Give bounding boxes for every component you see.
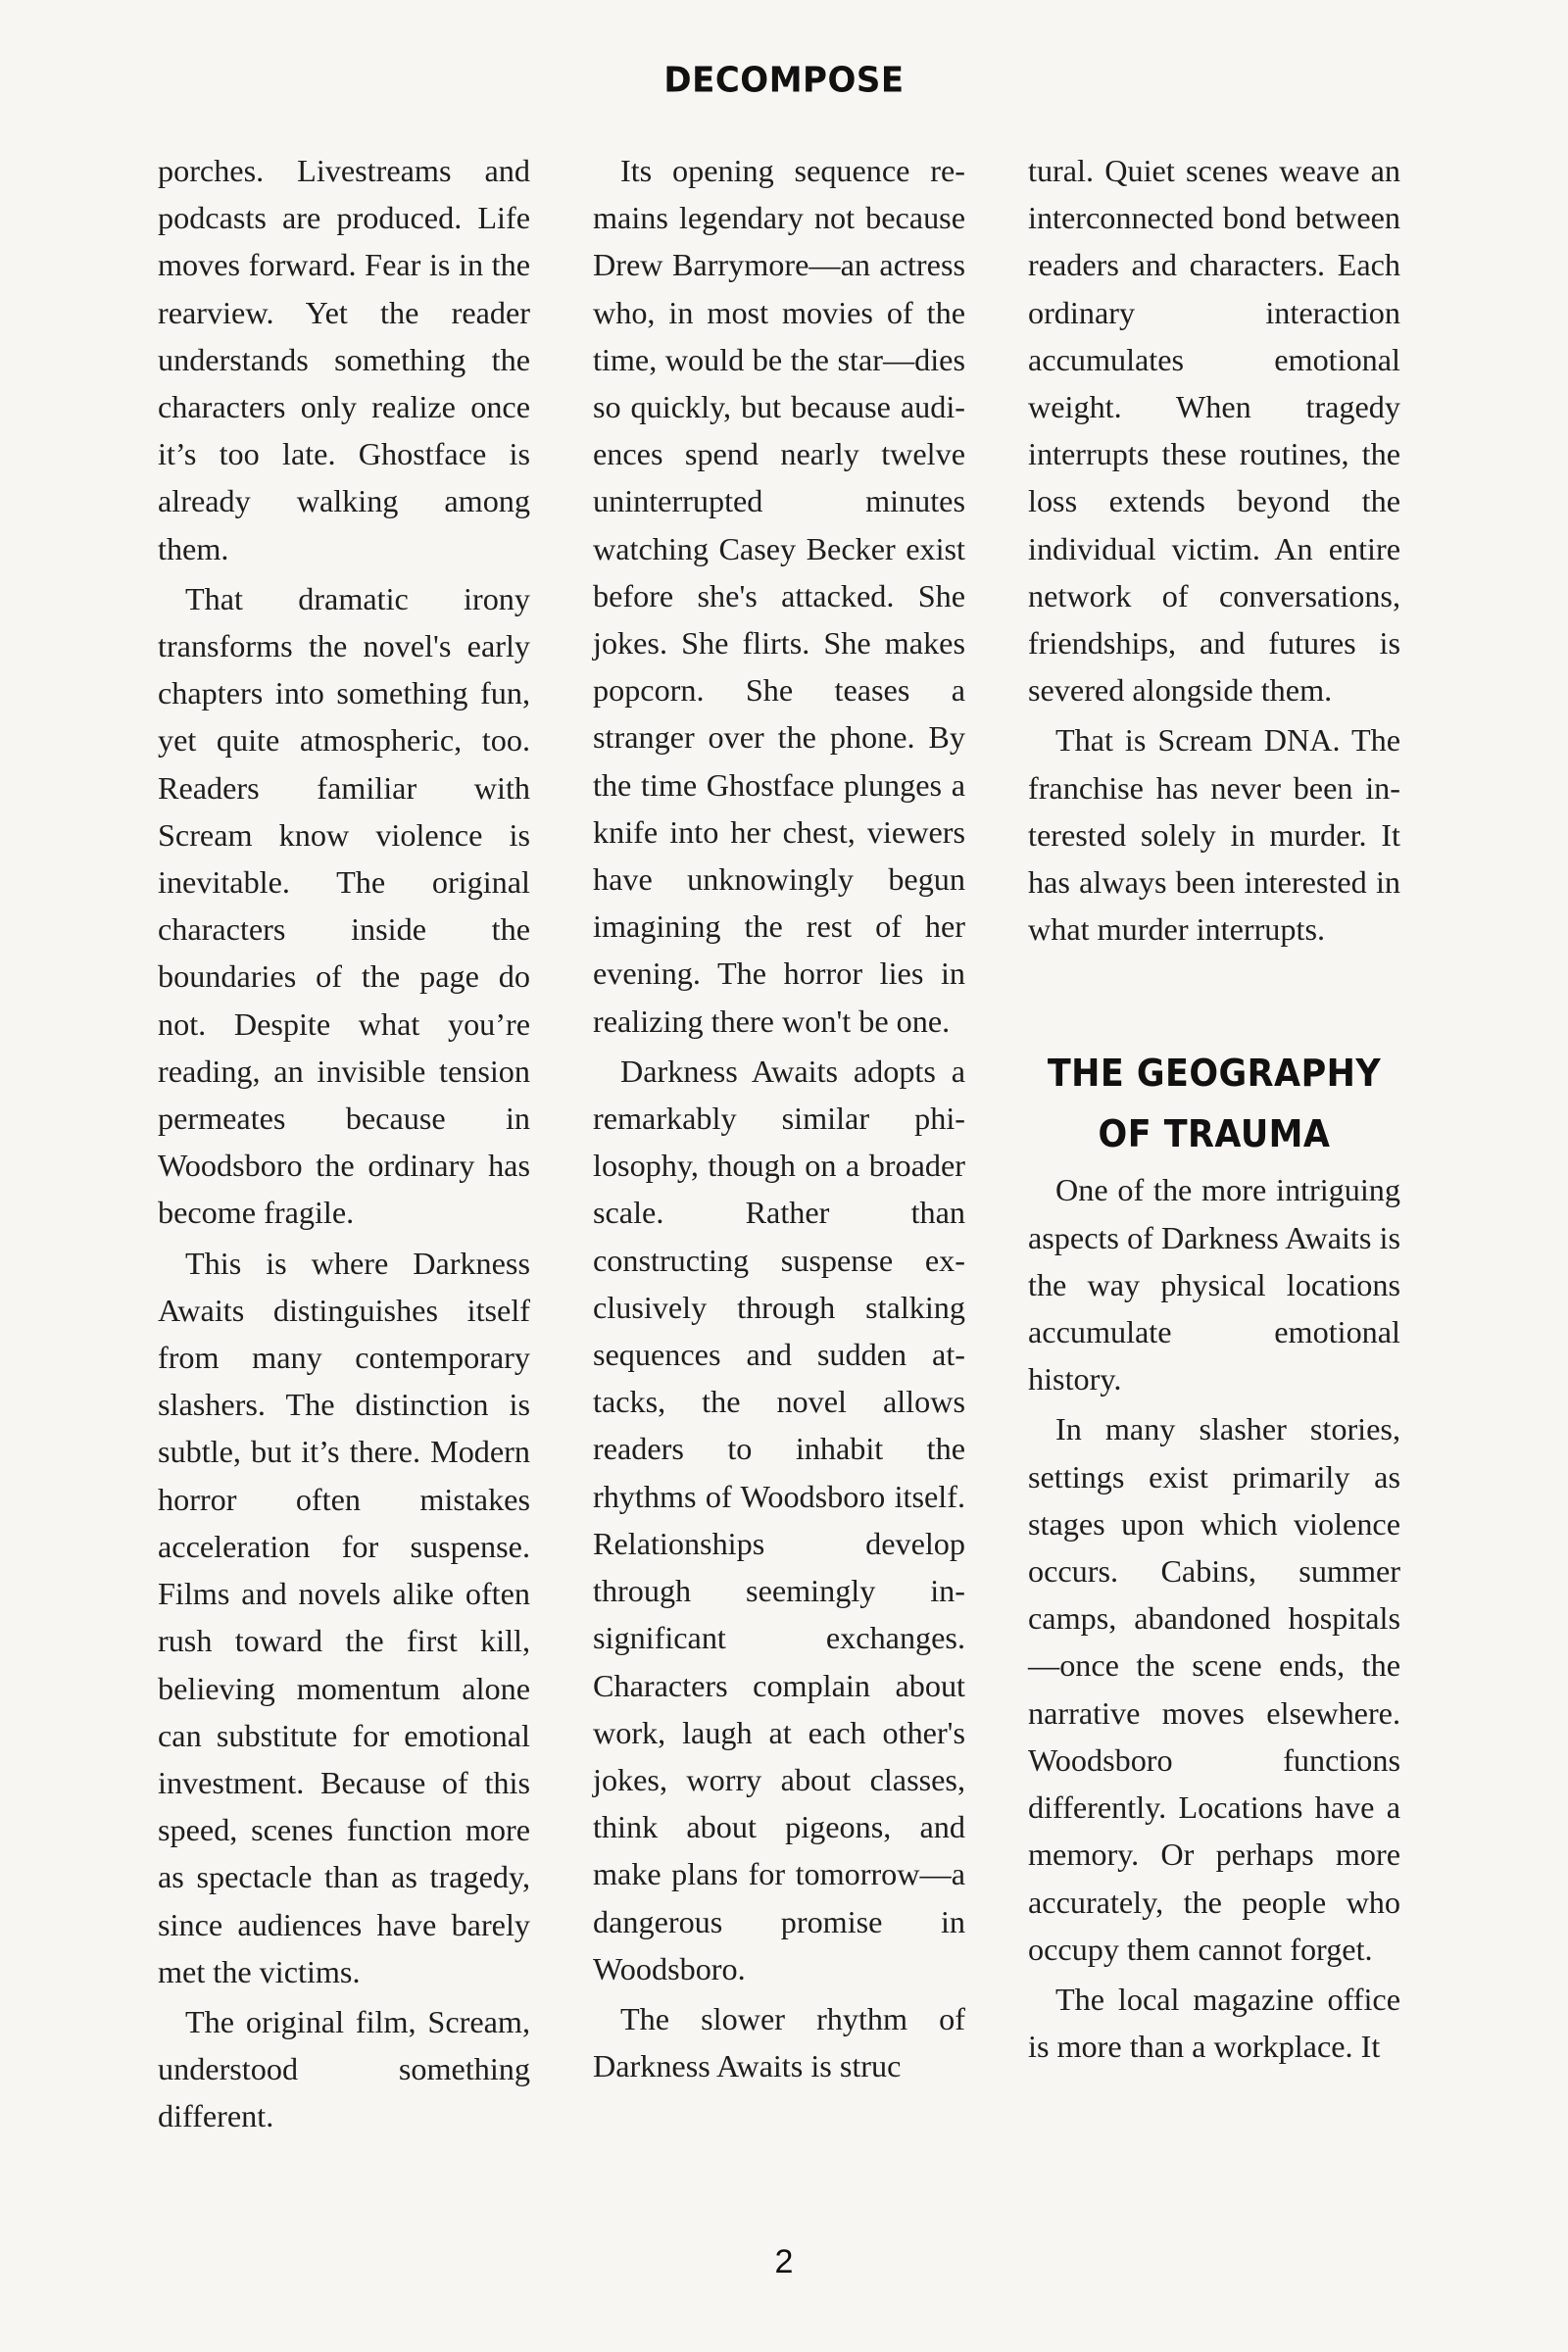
paragraph: tural. Quiet scenes weave an interconnected bond between readers and characters. Each ordinary interaction accumulates emotional weight. When tragedy interrupts these routines, the loss extends beyond the individual victim. An entire network of conversations, friendships, and futures is severed alongside them.	[1028, 153, 1400, 709]
paragraph: The original film, Scream, understood something different.	[158, 2003, 530, 2134]
paragraph: This is where Darkness Awaits distinguishes itself from many contemporary slashers. The distinction is subtle, but it’s there. Modern horror often mistakes acceleration for suspense. Films and novels alike often rush toward the first kill, believing momentum alone can substitute for emotional investment. Because of this speed, scenes function more as spectacle than as tragedy, since audiences have barely met the victims.	[158, 1245, 530, 1989]
page-number: 2	[774, 2243, 794, 2280]
article-column-1	[158, 147, 530, 2140]
article-column-3	[1028, 147, 1400, 2070]
paragraph: That is Scream DNA. The franchise has never been interested solely in murder. It has always been interested in what murder interrupts.	[1028, 722, 1400, 948]
paragraph: That dramatic irony transforms the novel's early chapters into something fun, yet quite atmospheric, too. Readers familiar with Scream know violence is inevitable. The original characters inside the boundaries of the page do not. Despite what you’re reading, an invisible tension permeates because in Woodsboro the ordinary has become fragile.	[158, 580, 530, 1231]
article-column-2	[593, 147, 965, 2089]
paragraph: Its opening sequence remains legendary not because Drew Barrymore—an actress who, in most movies of the time, would be the star—dies so quickly, but because audiences spend nearly twelve uninterrupted minutes watching Casey Becker exist before she's attacked. She jokes. She flirts. She makes popcorn. She teases a stranger over the phone. By the time Ghostface plunges a knife into her chest, viewers have unknowingly begun imagining the rest of her evening. The horror lies in realizing there won't be one.	[593, 153, 965, 1039]
paragraph: The slower rhythm of Darkness Awaits is struc	[593, 2000, 965, 2084]
paragraph: The local magazine office is more than a workplace. It	[1028, 1981, 1400, 2065]
masthead: DECOMPOSE	[663, 60, 905, 101]
paragraph: porches. Livestreams and podcasts are produced. Life moves forward. Fear is in the rearview. Yet the reader understands something the characters only realize once it’s too late. Ghostface is already walking among them.	[158, 153, 530, 566]
section-heading: THE GEOGRAPHY OF TRAUMA	[1047, 1052, 1382, 1156]
paragraph: One of the more intriguing aspects of Darkness Awaits is the way physical locations accumulate emotional history.	[1028, 1172, 1400, 1397]
paragraph: In many slasher stories, settings exist primarily as stages upon which violence occurs. Cabins, summer camps, abandoned hospitals—once the scene ends, the narrative moves elsewhere. Woodsboro functions differently. Locations have a memory. Or perhaps more accurately, the people who occupy them cannot forget.	[1028, 1411, 1400, 1967]
paragraph: Darkness Awaits adopts a remarkably similar philosophy, though on a broader scale. Rather than constructing suspense exclusively through stalking sequences and sudden attacks, the novel allows readers to inhabit the rhythms of Woodsboro itself. Relationships develop through seemingly insignificant exchanges. Characters complain about work, laugh at each other's jokes, worry about classes, think about pigeons, and make plans for tomorrow—a dangerous promise in Woodsboro.	[593, 1053, 965, 1986]
